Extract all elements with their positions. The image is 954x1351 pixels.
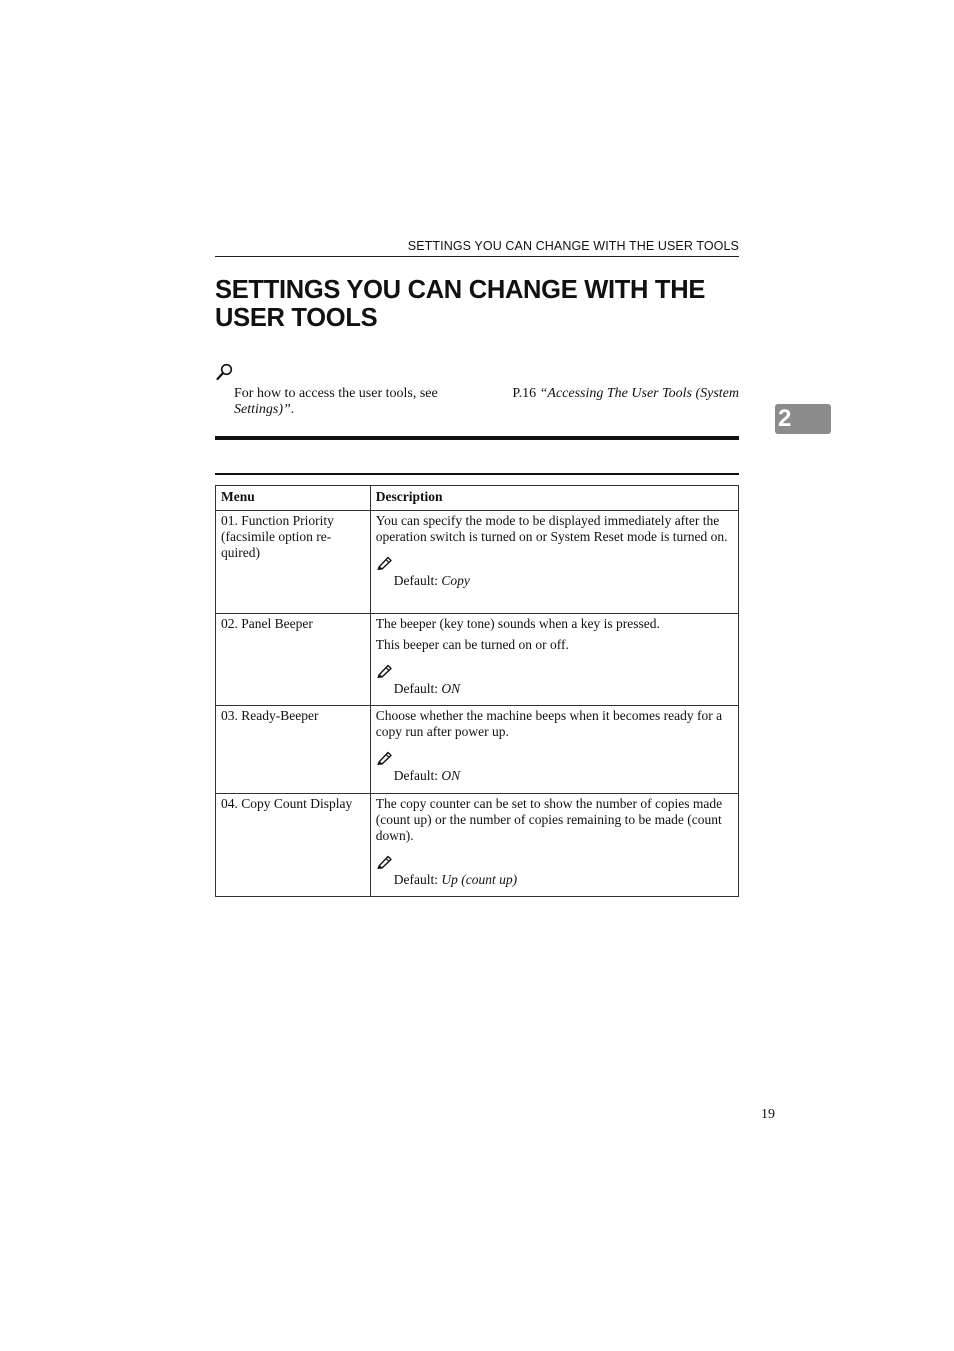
- pencil-note-icon: [376, 555, 393, 570]
- description-text: The beeper (key tone) sounds when a key is pressed.: [375, 616, 660, 631]
- default-value-line: Default: ON: [393, 768, 461, 783]
- default-value-line: Default: Copy: [393, 573, 470, 588]
- default-value: ON: [441, 681, 461, 696]
- section-divider-thick: [215, 436, 739, 440]
- description-text: Choose whether the machine beeps when it becomes ready for a copy run after power up.: [375, 708, 723, 739]
- chapter-tab: 2: [775, 404, 831, 434]
- description-cell: [370, 614, 738, 706]
- menu-cell: 03. Ready-Beeper: [216, 706, 371, 794]
- reference-lead-text: For how to access the user tools, see: [234, 386, 438, 401]
- table-header-row: [216, 486, 739, 511]
- pencil-note-icon: [376, 854, 393, 869]
- default-value: ON: [441, 768, 461, 783]
- pencil-note-icon: [376, 750, 393, 765]
- running-header: SETTINGS YOU CAN CHANGE WITH THE USER TOOLS: [215, 239, 739, 257]
- description-text: The copy counter can be set to show the number of copies made (count up) or the number of copies remaining to be made (count down).: [375, 796, 723, 843]
- column-header-menu: Menu: [216, 486, 371, 511]
- table-row: [216, 794, 739, 897]
- menu-cell: 04. Copy Count Display: [216, 794, 371, 897]
- reference-link-part2[interactable]: Settings)”: [234, 402, 291, 417]
- default-value: Up (count up): [441, 872, 518, 887]
- description-text: You can specify the mode to be displayed immediately after the operation switch is turned on or System Reset mode is turned on.: [375, 513, 728, 544]
- table-row: [216, 706, 739, 794]
- page-number: 19: [761, 1107, 775, 1122]
- description-cell: [370, 794, 738, 897]
- page-title: SETTINGS YOU CAN CHANGE WITH THE USER TOOLS: [215, 276, 706, 332]
- table-row: [216, 614, 739, 706]
- description-text: This beeper can be turned on or off.: [375, 637, 569, 652]
- menu-cell: 01. Function Priority (facsimile option re-quired): [216, 511, 371, 614]
- default-value-line: Default: ON: [393, 681, 461, 696]
- table-row: [216, 511, 739, 614]
- reference-link-part1[interactable]: “Accessing The User Tools (System: [539, 386, 739, 401]
- description-cell: [370, 511, 738, 614]
- pencil-note-icon: [376, 663, 393, 678]
- magnifier-icon: [215, 362, 235, 382]
- reference-note: [234, 386, 739, 418]
- menu-cell: 02. Panel Beeper: [216, 614, 371, 706]
- description-cell: [370, 706, 738, 794]
- reference-page[interactable]: P.16: [512, 386, 537, 401]
- column-header-description: Description: [370, 486, 738, 511]
- default-value: Copy: [441, 573, 470, 588]
- reference-trailing: .: [290, 402, 295, 417]
- section-divider-thin: [215, 473, 739, 475]
- settings-table: [215, 485, 739, 897]
- default-value-line: Default: Up (count up): [393, 872, 518, 887]
